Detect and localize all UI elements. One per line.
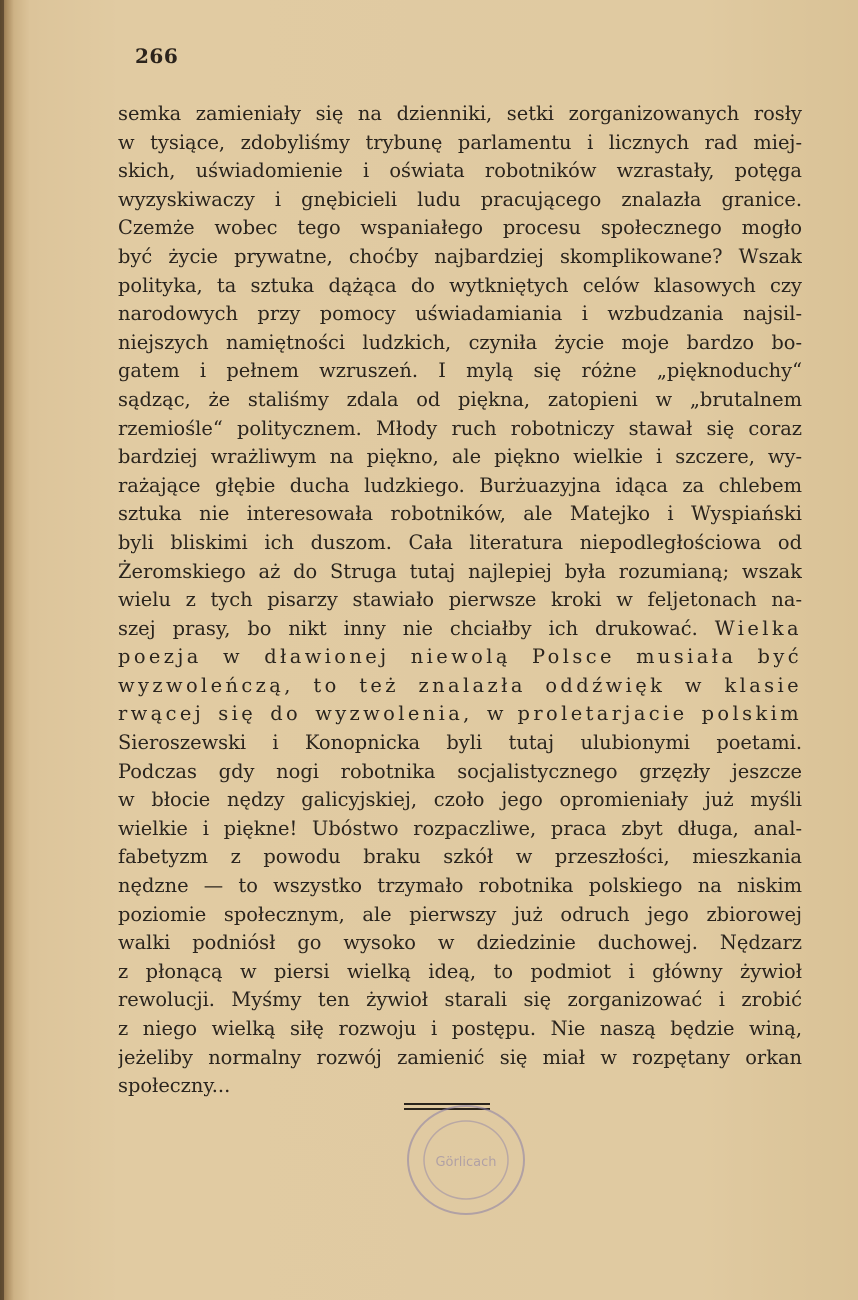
text-line: fabetyzm z powodu braku szkół w przeszłości, mieszkania: [118, 845, 802, 869]
spaced-emphasis: proletarjacie polskim: [517, 702, 802, 726]
text-line: Podczas gdy nogi robotnika socjalistycznego grzęzły jeszcze: [118, 759, 802, 783]
text-line: niejszych namiętności ludzkich, czyniła życie moje bardzo bo-: [118, 330, 802, 354]
book-gutter: [0, 0, 4, 1300]
text-line: gatem i pełnem wzruszeń. I mylą się różne „pięknoduchy“: [118, 359, 802, 383]
stamp-text: Görlicach: [435, 1155, 497, 1170]
text-line: wielu z tych pisarzy stawiało pierwsze kroki w feljetonach na-: [118, 588, 802, 612]
text-line: w błocie nędzy galicyjskiej, czoło jego opromieniały już myśli: [118, 788, 802, 812]
text-line: rewolucji. Myśmy ten żywioł starali się zorganizować i zrobić: [118, 988, 802, 1012]
text-line: walki podniósł go wysoko w dziedzinie duchowej. Nędzarz: [118, 931, 802, 955]
text-line: w tysiące, zdobyliśmy trybunę parlamentu i licznych rad miej-: [118, 130, 802, 154]
spaced-text-line: wyzwoleńczą, to też znalazła oddźwięk w klasie: [118, 673, 802, 697]
library-stamp: [398, 1098, 534, 1222]
text-line: z niego wielką siłę rozwoju i postępu. Nie naszą będzie winą,: [118, 1017, 802, 1040]
text-line: bardziej wrażliwym na piękno, ale piękno wielkie i szczere, wy-: [118, 445, 802, 469]
text-line: jeżeliby normalny rozwój zamienić się miał w rozpętany orkan: [118, 1045, 802, 1069]
text-line: rażające głębie ducha ludzkiego. Burżuazyjna idąca za chlebem: [118, 473, 802, 497]
text-line: rzemiośle“ politycznem. Młody ruch robotniczy stawał się coraz: [118, 416, 802, 440]
text-line: narodowych przy pomocy uświadamiania i wzbudzania najsil-: [118, 302, 802, 326]
text-line: sztuka nie interesowała robotników, ale Matejko i Wyspiański: [118, 502, 802, 526]
text-line: z płonącą w piersi wielką ideą, to podmiot i główny żywioł: [118, 959, 802, 983]
text-line: skich, uświadomienie i oświata robotników wzrastały, potęga: [118, 159, 802, 183]
text-line: sądząc, że staliśmy zdala od piękna, zatopieni w „brutalnem: [118, 387, 802, 411]
text-line-with-spaced: [118, 615, 802, 644]
text-line: wyzyskiwaczy i gnębicieli ludu pracującego znalazła granice.: [118, 187, 802, 211]
body-text: [118, 100, 802, 1101]
text-segment: szej prasy, bo nikt inny nie chciałby ich drukować.: [118, 616, 698, 640]
spaced-emphasis: Wielka: [714, 616, 802, 640]
text-line: poziomie społecznym, ale pierwszy już odruch jego zbiorowej: [118, 902, 802, 926]
page-number: 266: [135, 44, 179, 68]
text-line: Czemże wobec tego wspaniałego procesu społecznego mogło: [118, 216, 802, 240]
text-line: wielkie i piękne! Ubóstwo rozpaczliwe, praca zbyt długa, anal-: [118, 816, 802, 840]
text-line: być życie prywatne, choćby najbardziej skomplikowane? Wszak: [118, 244, 802, 268]
text-line: byli bliskimi ich duszom. Cała literatura niepodległościowa od: [118, 530, 802, 554]
text-line-last: społeczny...: [118, 1074, 231, 1098]
text-line: Żeromskiego aż do Struga tutaj najlepiej była rozumianą; wszak: [118, 559, 802, 583]
text-line: polityka, ta sztuka dążąca do wytkniętych celów klasowych czy: [118, 273, 802, 297]
text-line: nędzne — to wszystko trzymało robotnika polskiego na niskim: [118, 874, 802, 898]
text-line-with-spaced: [118, 700, 802, 729]
text-line: Sieroszewski i Konopnicka byli tutaj ulubionymi poetami.: [118, 731, 802, 755]
text-line: semka zamieniały się na dzienniki, setki zorganizowanych rosły: [118, 102, 802, 125]
spaced-emphasis: rwącej się do wyzwolenia, w: [118, 702, 507, 726]
spaced-text-line: poezja w dławionej niewolą Polsce musiała być: [118, 645, 802, 669]
